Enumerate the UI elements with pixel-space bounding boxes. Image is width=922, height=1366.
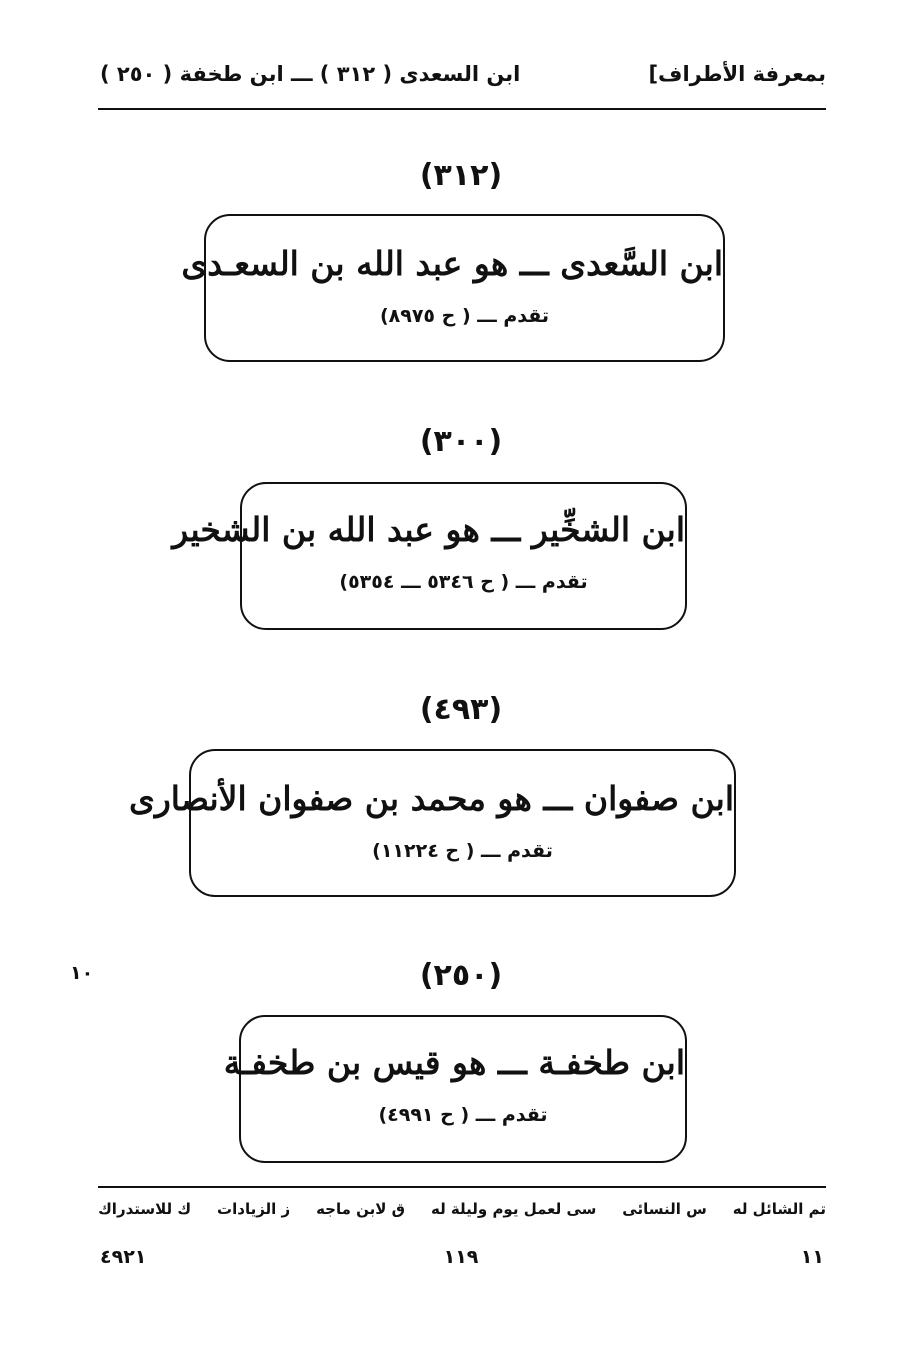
sigla-item: س النسائى <box>622 1200 707 1218</box>
sigla-item: ز الزيادات <box>217 1200 291 1218</box>
header-rule <box>98 108 826 110</box>
margin-number: ١٠ <box>70 962 94 984</box>
sigla-legend <box>98 1200 826 1230</box>
entry-reference: تقدم ـــ ( ح ٥٣٤٦ ـــ ٥٣٥٤) <box>339 571 588 593</box>
entry-box <box>223 1015 687 1163</box>
entry-number: (٣١٢) <box>419 158 503 193</box>
entry-number: (٤٩٣) <box>419 692 503 727</box>
entry-reference: تقدم ـــ ( ح ١١٢٢٤) <box>372 840 553 862</box>
sigla-item: ق لابن ماجه <box>316 1200 406 1218</box>
page-number: ١١٩ <box>443 1246 479 1268</box>
sigla-item: ك للاستدراك <box>98 1200 192 1218</box>
entry-reference: تقدم ـــ ( ح ٨٩٧٥) <box>379 305 550 327</box>
running-header-right: بمعرفة الأطراف] <box>648 62 826 86</box>
sigla-item: تم الشائل له <box>732 1200 826 1218</box>
sigla-item: سى لعمل يوم وليلة له <box>430 1200 597 1218</box>
entry-heading: ابن طخفـة ـــ هو قيس بن طخفـة <box>223 1043 685 1082</box>
entry-box <box>129 749 736 897</box>
entry-box <box>181 214 725 362</box>
running-header-left: ابن السعدى ( ٣١٢ ) ـــ ابن طخفة ( ٢٥٠ ) <box>100 62 521 86</box>
entry-reference: تقدم ـــ ( ح ٤٩٩١) <box>378 1104 548 1126</box>
entry-heading: ابن الشخِّير ـــ هو عبد الله بن الشخير <box>172 510 685 549</box>
entry-box <box>172 482 687 630</box>
footer-volume-number: ١١ <box>800 1246 824 1268</box>
entry-number: (٢٥٠) <box>419 958 503 993</box>
footer-running-number: ٤٩٢١ <box>100 1246 147 1268</box>
footer-rule <box>98 1186 826 1188</box>
entry-heading: ابن السَّعدى ـــ هو عبد الله بن السعـدى <box>181 244 723 283</box>
entry-number: (٣٠٠) <box>419 424 503 459</box>
entry-heading: ابن صفوان ـــ هو محمد بن صفوان الأنصارى <box>129 779 734 818</box>
